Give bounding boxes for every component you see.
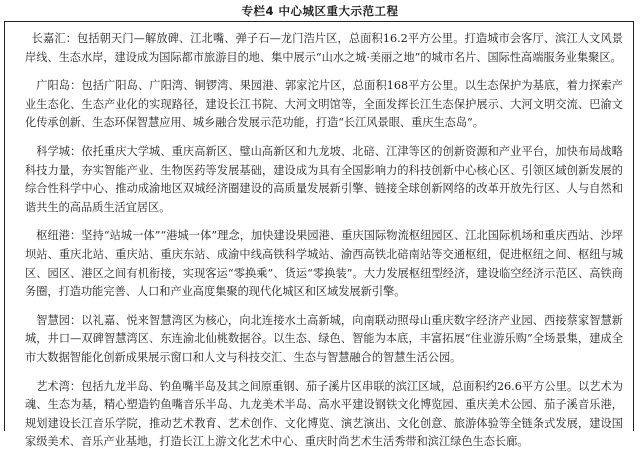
paragraph-science-city: 科学城：依托重庆大学城、重庆高新区、璧山高新区和九龙坡、北碚、江津等区的创新资源和产业平台，加快布局战略科技力量，夯实智能产业、生物医药等发展基础，建设成为具有全国影响力的科技创新中心核心区、引领区域创新发展的综合性科学中心、推动成渝地区双城经济圈建设的高质量发展新引擎、链接全球创新网络的改革开放先行区、人与自然和谐共生的高品质生活宜居区。 (25, 144, 623, 214)
paragraph-changjiahui: 长嘉汇：包括朝天门—解放碑、江北嘴、弹子石—龙门浩片区，总面积16.2平方公里。打造城市会客厅、滨江人文风景岸线、生态水岸，建设成为国际都市旅游目的地、集中展示“山水之城·美丽之地”的城市名片、国际性高端服务业集聚区。 (25, 32, 623, 64)
paragraph-smart-park: 智慧园：以礼嘉、悦来智慧湾区为核心，向北连接水土高新城，向南联动照母山重庆数字经济产业园、西接蔡家智慧新城，井口—双碑智慧湾区、东连渝北仙桃数据谷。以生态、绿色、智能为本底，丰富拓展“住业游乐购”全场景集，建成全市大数据智能化创新成果展示窗口和人文与科技交汇、生态与智慧融合的智慧生活公园。 (25, 313, 623, 364)
content-box (4, 21, 634, 449)
paragraph-guangyangdao: 广阳岛：包括广阳岛、广阳湾、铜锣湾、果园港、郭家沱片区，总面积168平方公里。以生态保护为基底，着力探索产业生态化、生态产业化的实现路径，建设长江书院、大河文明馆等，全面发挥长江生态保护展示、大河文明交流、巴渝文化传承创新、生态环保智慧应用、城乡融合发展示范功能，打造“长江风景眼、重庆生态岛”。 (25, 79, 623, 130)
paragraph-hub-port: 枢纽港：坚持“站城一体”“港城一体”理念，加快建设果园港、重庆国际物流枢纽园区、江北国际机场和重庆西站、沙坪坝站、重庆北站、重庆站、重庆东站、成渝中线高铁科学城站、渝西高铁北碚南站等交通枢纽，促进枢纽之间、枢纽与城区、园区、港区之间有机衔接，实现客运“零换乘”、货运“零换装”。大力发展枢纽型经济，建设临空经济示范区、高铁商务圈，打造功能完善、人口和产业高度集聚的现代化城区和区域发展新引擎。 (25, 229, 623, 299)
paragraph-art-bay: 艺术湾：包括九龙半岛、钓鱼嘴半岛及其之间原重钢、茄子溪片区串联的滨江区域，总面积约26.6平方公里。以艺术为魂、生态为基，精心塑造钓鱼嘴音乐半岛、九龙美术半岛、高水平建设钢铁文化博览园、重庆美术公园、茄子溪音乐港，规划建设长江音乐学院，推动艺术教育、艺术创作、文化博览、演艺演出、文化创意、旅游体验等全链条式发展，建设国家级美术、音乐产业基地，打造长江上游文化艺术中心、重庆时尚艺术生活秀带和滨江绿色生态长廊。 (25, 379, 623, 449)
column-title: 专栏4 中心城区重大示范工程 (241, 4, 399, 18)
